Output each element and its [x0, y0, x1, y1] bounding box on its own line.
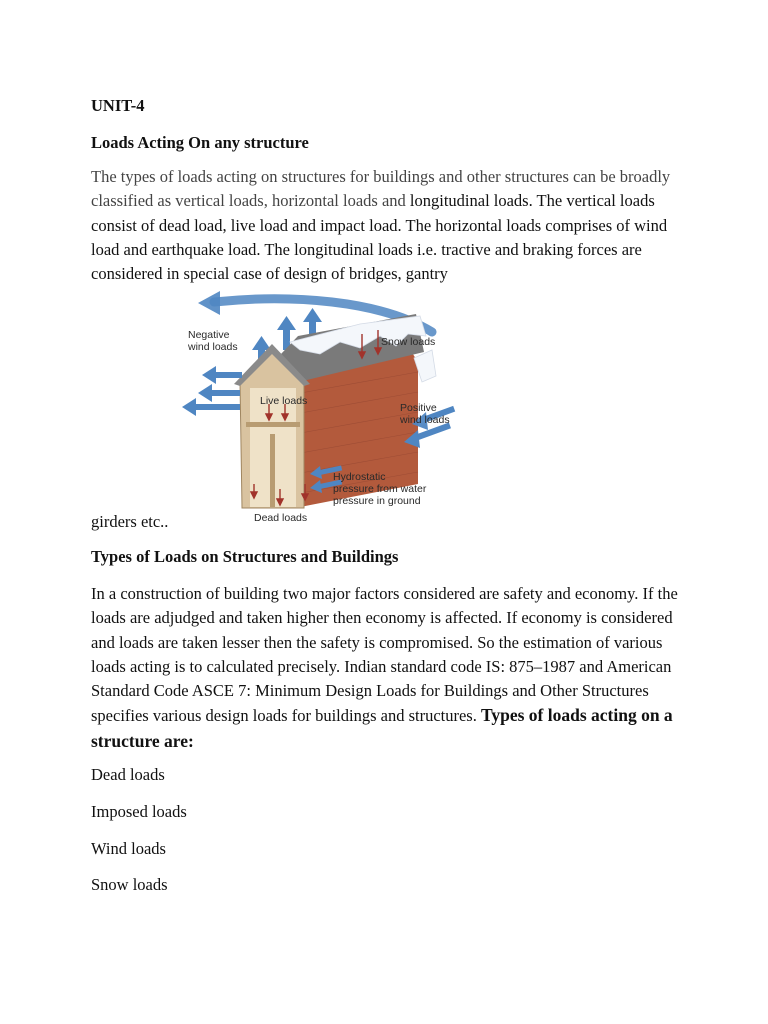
- paragraph-safety-economy: [91, 582, 691, 754]
- list-item-imposed-loads: Imposed loads: [91, 802, 187, 821]
- label-dead-loads: Dead loads: [254, 512, 308, 524]
- paragraph-load-types-rest: longitudinal loads. The vertical loads consist of dead load, live load and impact load. The horizontal loads comprises of wind load and earthquake load. The longitudinal loads i.e. tractive and braking forces are considered in special case of design of bridges, gantry: [91, 191, 668, 284]
- list-item-dead-loads: Dead loads: [91, 765, 165, 784]
- label-snow-loads: Snow loads: [381, 336, 436, 348]
- paragraph-safety-economy-text: In a construction of building two major factors considered are safety and economy. If the loads are adjudged and taken higher then economy is affected. If economy is considered and loads are taken lesser then the safety is compromised. So the estimation of various loads acting is to calculated precisely. Indian standard code IS: 875–1987 and American Standard Code ASCE 7: Minimum Design Loads for Buildings and Other Structures specifies various design loads for buildings and structures.: [91, 584, 678, 726]
- list-item-wind-loads: Wind loads: [91, 839, 166, 858]
- paragraph-safety-economy-strong: Types of loads acting on a structure are:: [91, 705, 673, 751]
- label-live-loads: Live loads: [260, 395, 308, 407]
- list-item-snow-loads: Snow loads: [91, 875, 168, 894]
- paragraph-tail: girders etc..: [91, 512, 169, 531]
- interior-column: [270, 434, 275, 507]
- label-positive-wind-line1: Positive: [400, 402, 437, 414]
- paragraph-load-types-gray: The types of loads acting on structures for buildings and other structures can be broadly classified as vertical loads, horizontal loads and: [91, 167, 671, 211]
- negative-wind-curve-arrowhead: [198, 291, 220, 315]
- label-negative-wind-line2: wind loads: [188, 341, 238, 353]
- section-heading-types-of-loads: Types of Loads on Structures and Buildings: [91, 547, 399, 566]
- left-wind-arrows: [182, 366, 242, 416]
- section-heading-loads-acting: Loads Acting On any structure: [91, 133, 309, 152]
- floor-slab: [246, 422, 300, 427]
- unit-title: UNIT-4: [91, 96, 145, 115]
- label-positive-wind-line2: wind loads: [400, 414, 450, 426]
- label-negative-wind-line1: Negative: [188, 329, 230, 341]
- building-loads-diagram: [170, 284, 470, 530]
- label-hydrostatic-line3: pressure in ground: [333, 495, 421, 507]
- paragraph-load-types: [91, 165, 691, 286]
- label-hydrostatic-line1: Hydrostatic: [333, 471, 386, 483]
- label-hydrostatic-line2: pressure from water: [333, 483, 427, 495]
